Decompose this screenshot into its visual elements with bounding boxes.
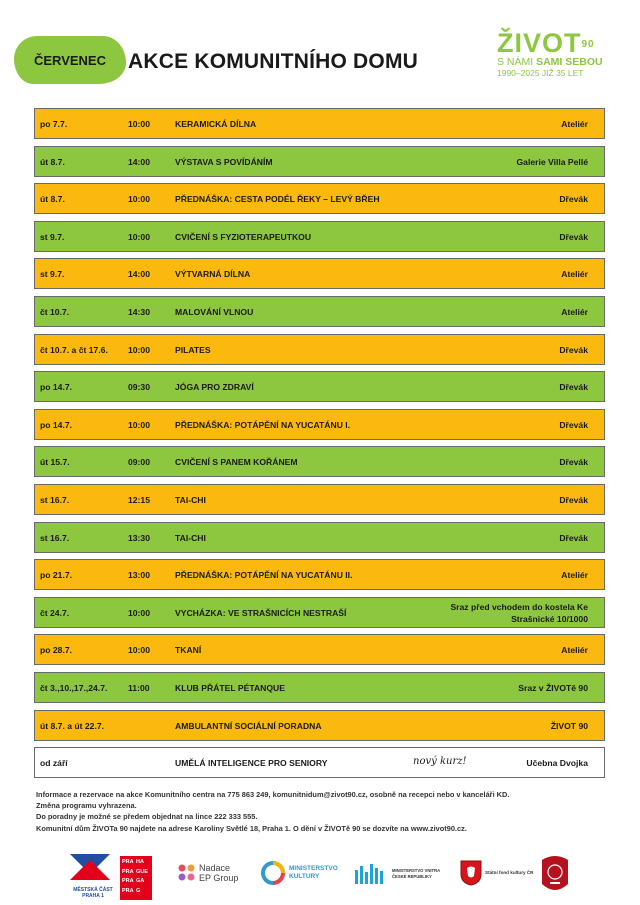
event-date: út 15.7. <box>40 457 70 468</box>
event-title: TAI-CHI <box>175 494 206 505</box>
event-row <box>34 258 605 289</box>
event-title: VYCHÁZKA: VE STRAŠNICÍCH NESTRAŠÍ <box>175 607 347 618</box>
event-date: st 16.7. <box>40 532 70 543</box>
event-title: JÓGA PRO ZDRAVÍ <box>175 382 254 393</box>
red-seal-logo <box>540 854 570 899</box>
event-time: 09:00 <box>128 457 150 468</box>
event-time: 10:00 <box>128 645 150 656</box>
event-place: Ateliér <box>561 119 588 129</box>
logo-tag-prefix: S NÁMI <box>497 56 534 68</box>
info-line: Komunitní dům ŽIVOTa 90 najdete na adrese Karoliny Světlé 18, Praha 1. O dění v ŽIVOTě 90 se dozvíte na www.zivot90.cz. <box>36 823 467 833</box>
event-place: Sraz v ŽIVOTě 90 <box>518 682 588 693</box>
praha-text: GA <box>136 878 145 884</box>
info-line: Informace a rezervace na akce Komunitního centra na 775 863 249, komunitnidum@zivot90.cz, osobně na recepci nebo v kanceláři KD. <box>36 790 510 799</box>
event-title: PŘEDNÁŠKA: POTÁPĚNÍ NA YUCATÁNU II. <box>175 570 353 581</box>
logo-sup: 90 <box>581 39 595 50</box>
logo-name <box>497 30 627 56</box>
month-label: ČERVENEC <box>33 52 106 68</box>
event-place: Dřevák <box>559 494 588 505</box>
event-date: po 28.7. <box>40 645 72 656</box>
event-place: Ateliér <box>561 570 588 581</box>
event-row <box>34 409 605 440</box>
praha-text: PRA <box>122 878 134 884</box>
event-place: Dřevák <box>559 344 588 355</box>
event-time: 10:00 <box>128 419 150 430</box>
event-title: PILATES <box>175 344 211 355</box>
event-time: 10:00 <box>128 194 150 205</box>
event-place: Dřevák <box>559 382 588 393</box>
event-title: UMĚLÁ INTELIGENCE PRO SENIORY <box>175 758 328 769</box>
event-row <box>34 484 605 515</box>
event-time: 14:00 <box>128 269 150 280</box>
events-list <box>34 108 605 785</box>
event-date: od září <box>40 758 68 769</box>
logo-name-text: ŽIVOT <box>497 28 582 58</box>
event-title: MALOVÁNÍ VLNOU <box>175 306 254 317</box>
event-row <box>34 597 605 628</box>
page-header <box>0 0 640 100</box>
event-time: 09:30 <box>128 382 150 393</box>
event-row <box>34 710 605 741</box>
event-row <box>34 446 605 477</box>
event-date: čt 10.7. a čt 17.6. <box>40 344 108 355</box>
nadace-line1: Nadace <box>199 863 231 873</box>
event-date: st 9.7. <box>40 231 65 242</box>
event-place: Ateliér <box>561 269 588 280</box>
info-line: Do poradny je možné se předem objednat na lince 222 333 555. <box>36 812 258 822</box>
event-place: Dřevák <box>559 419 588 430</box>
event-place: Učebna Dvojka <box>526 758 588 769</box>
event-row <box>34 183 605 214</box>
event-date: čt 3.,10.,17.,24.7. <box>40 682 108 693</box>
czech-lion-shield-icon <box>460 860 482 886</box>
event-time: 13:00 <box>128 570 150 581</box>
event-row <box>34 371 605 402</box>
logo-tag-bold: SAMI SEBOU <box>536 56 603 68</box>
event-place: Galerie Villa Pellé <box>516 156 588 167</box>
mv-line1: MINISTERSTVO VNITRA <box>392 868 441 873</box>
praha-logo <box>120 856 152 900</box>
praha-text: HA <box>136 859 144 865</box>
event-title: KERAMICKÁ DÍLNA <box>175 119 257 129</box>
event-title: VÝTVARNÁ DÍLNA <box>175 269 251 280</box>
sponsors-bar <box>50 852 610 900</box>
event-place: Dřevák <box>559 231 588 242</box>
event-place: Dřevák <box>559 194 588 205</box>
event-title: TAI-CHI <box>175 532 206 543</box>
event-time: 13:30 <box>128 532 150 543</box>
event-title: TKANÍ <box>175 645 202 656</box>
nadace-line2: EP Group <box>199 873 239 883</box>
event-place: Ateliér <box>561 306 588 317</box>
event-time: 11:00 <box>128 682 150 693</box>
event-row <box>34 747 605 778</box>
info-block <box>36 789 616 834</box>
event-time: 12:15 <box>128 494 150 505</box>
seal-icon <box>540 854 570 894</box>
event-date: čt 10.7. <box>40 306 70 317</box>
kultury-line1: MINISTERSTVO <box>289 865 338 872</box>
handwritten-note: nový kurz! <box>413 756 467 768</box>
event-time: 10:00 <box>128 119 150 129</box>
event-date: po 14.7. <box>40 382 72 393</box>
praha-text: PRA <box>122 887 134 894</box>
event-row <box>34 634 605 665</box>
event-title: CVIČENÍ S FYZIOTERAPEUTKOU <box>175 231 312 242</box>
event-date: po 21.7. <box>40 570 72 581</box>
event-row <box>34 108 605 139</box>
event-place: ŽIVOT 90 <box>550 720 588 731</box>
event-time: 10:00 <box>128 607 150 618</box>
praha-text: G <box>136 887 141 894</box>
event-date: po 14.7. <box>40 419 72 430</box>
logo-tagline <box>497 56 627 68</box>
event-date: st 16.7. <box>40 494 70 505</box>
mv-line2: ČESKÉ REPUBLIKY <box>392 874 432 879</box>
event-title: PŘEDNÁŠKA: POTÁPĚNÍ NA YUCATÁNU I. <box>175 419 351 430</box>
event-row <box>34 522 605 553</box>
vnitra-bars-icon <box>354 862 388 884</box>
page-title: AKCE KOMUNITNÍHO DOMU <box>128 50 419 73</box>
event-title: CVIČENÍ S PANEM KOŘÁNEM <box>175 457 298 468</box>
event-row <box>34 559 605 590</box>
event-place: Dřevák <box>559 532 588 543</box>
event-title: KLUB PŘÁTEL PÉTANQUE <box>175 682 285 693</box>
event-title: AMBULANTNÍ SOCIÁLNÍ PORADNA <box>175 720 322 731</box>
sfk-label: Státní fond kultury ČR <box>485 870 534 875</box>
info-line: Změna programu vyhrazena. <box>36 801 137 811</box>
logo-years: 1990–2025 JIŽ 35 LET <box>497 68 584 78</box>
event-row <box>34 296 605 327</box>
zivot90-logo <box>497 30 627 79</box>
praha-text: GUE <box>136 868 148 875</box>
nadace-dots-icon <box>178 864 196 882</box>
event-place: Ateliér <box>561 645 588 656</box>
event-row <box>34 221 605 252</box>
event-time: 14:30 <box>128 306 150 317</box>
month-badge <box>14 36 126 84</box>
event-date: po 7.7. <box>40 119 68 129</box>
event-place: Sraz před vchodem do kostela Ke Strašnické 10/1000 <box>450 601 588 624</box>
kultury-ring-icon <box>260 860 286 886</box>
event-time: 10:00 <box>128 344 150 355</box>
event-title: VÝSTAVA S POVÍDÁNÍM <box>175 156 273 167</box>
event-date: út 8.7. a út 22.7. <box>40 720 104 731</box>
event-place: Dřevák <box>559 457 588 468</box>
event-row <box>34 672 605 703</box>
event-date: čt 24.7. <box>40 607 70 618</box>
praha-text: PRA <box>122 868 134 875</box>
event-date: út 8.7. <box>40 156 65 167</box>
kultury-line2: KULTURY <box>289 873 320 880</box>
event-row <box>34 334 605 365</box>
event-date: st 9.7. <box>40 269 65 280</box>
praha1-logo <box>68 852 118 899</box>
event-time: 14:00 <box>128 156 150 167</box>
praha-text: PRA <box>122 859 134 865</box>
event-row <box>34 146 605 177</box>
praha1-emblem-icon <box>68 852 112 882</box>
event-title: PŘEDNÁŠKA: CESTA PODÉL ŘEKY – LEVÝ BŘEH <box>175 194 380 205</box>
praha1-label: MĚSTSKÁ ČÁST PRAHA 1 <box>73 887 113 899</box>
event-date: út 8.7. <box>40 194 65 205</box>
event-time: 10:00 <box>128 231 150 242</box>
